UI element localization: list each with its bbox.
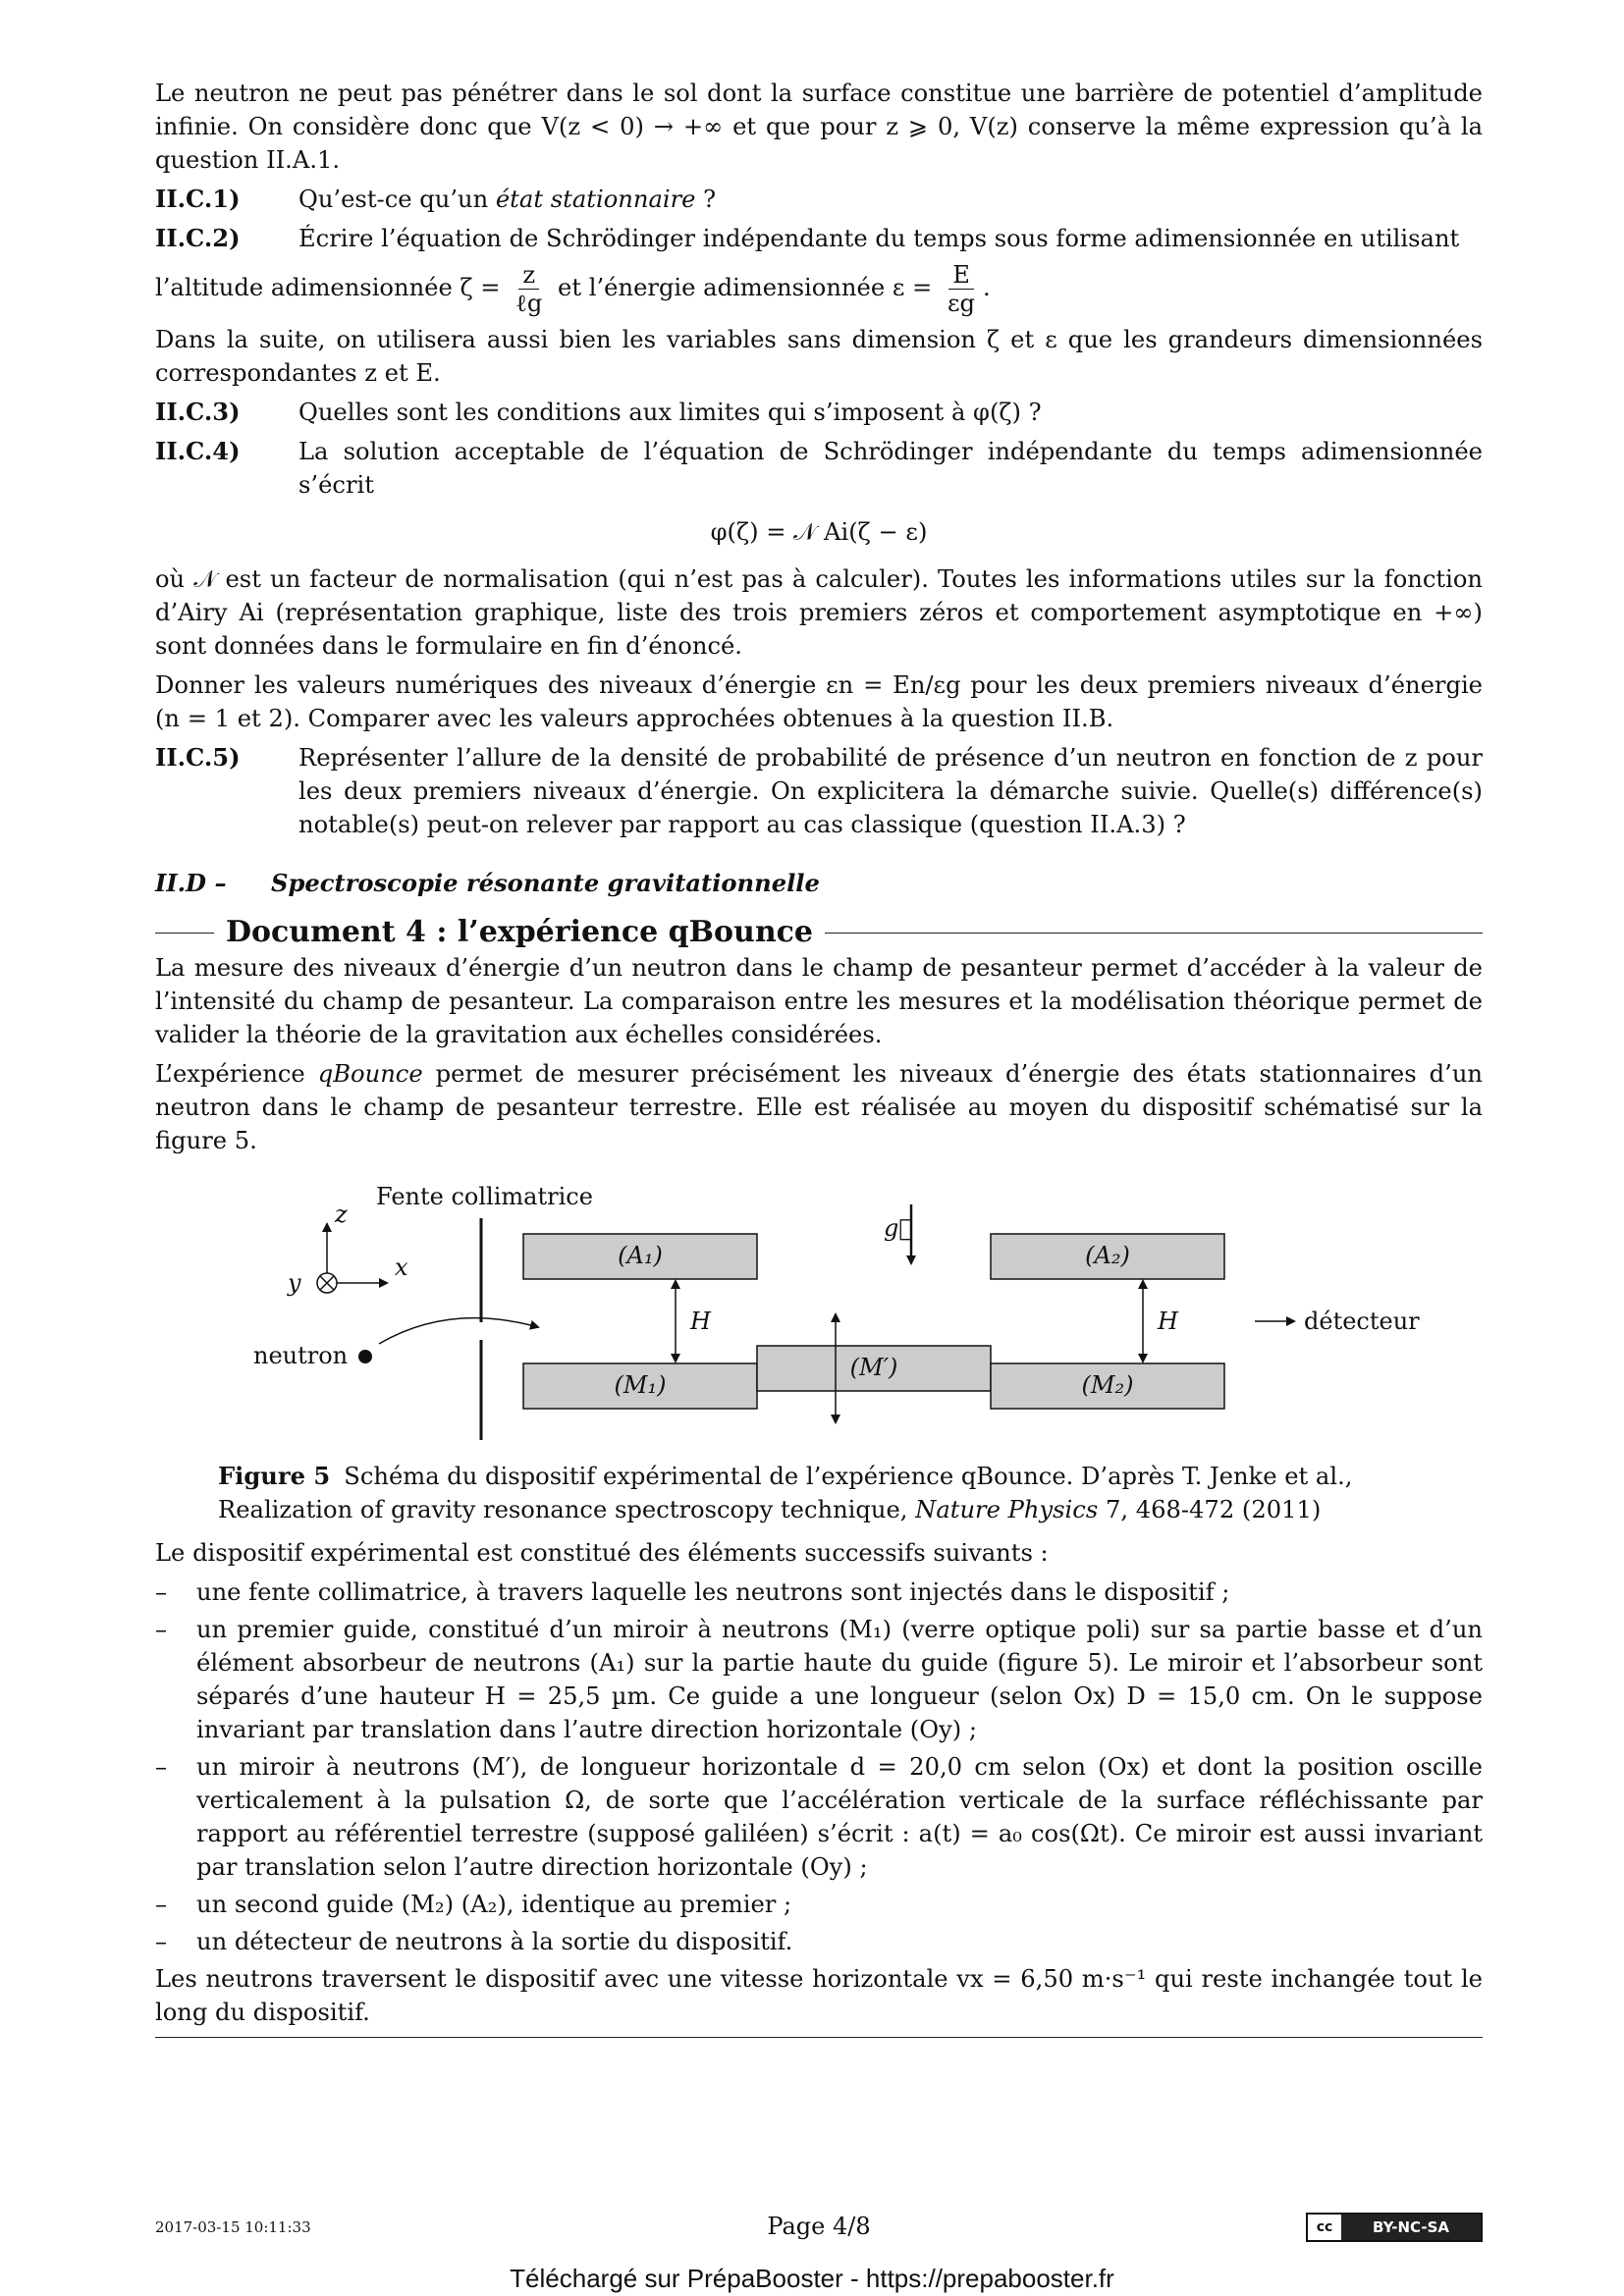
gravity-label: g⃗: [884, 1214, 913, 1242]
intro-paragraph: Le neutron ne peut pas pénétrer dans le sol dont la surface constitue une barrière de potentiel d’amplitude infinie. On considère donc que V(z < 0) → +∞ et que pour z ⩾ 0, V(z) conserve la même expression qu’à la question II.A.1.: [155, 80, 1483, 174]
velocity-paragraph: Les neutrons traversent le dispositif avec une vitesse horizontale vx = 6,50 m·s⁻¹ qui reste inchangée tout le long du dispositif.: [155, 1965, 1483, 2026]
fraction-epsilon: [944, 261, 979, 317]
x-axis-label: x: [395, 1254, 408, 1281]
h2-label: H: [1158, 1308, 1178, 1335]
question-text: La solution acceptable de l’équation de Schrödinger indépendante du temps adimensionnée s’écrit: [298, 438, 1483, 499]
fraction-denominator: εg: [947, 290, 976, 317]
section-number: II.D –: [155, 869, 227, 897]
text: L’expérience: [155, 1060, 318, 1088]
emphasis: qBounce: [317, 1060, 423, 1088]
question-text: Écrire l’équation de Schrödinger indépendante du temps sous forme adimensionnée en utilisant: [298, 225, 1460, 252]
question-number: II.C.5): [155, 743, 241, 772]
neutron-trajectory: [379, 1318, 538, 1344]
list-item-text: un détecteur de neutrons à la sortie du dispositif.: [196, 1928, 793, 1955]
question-number: II.C.1): [155, 185, 241, 213]
cc-icon: cc: [1316, 2219, 1333, 2235]
question-ii-c-3: [155, 396, 1483, 429]
license-badge[interactable]: [1306, 2213, 1483, 2242]
neutron-label: neutron: [253, 1342, 349, 1369]
y-axis-label: y: [288, 1269, 301, 1297]
figure-5: [155, 1175, 1483, 1460]
text: permet de mesurer précisément les niveaux d’énergie des états stationnaires d’un neutron dans le champ de pesanteur terrestre. Elle est réalisée au moyen du dispositif schématisé sur la figure 5.: [155, 1060, 1483, 1154]
fraction-denominator: ℓg: [515, 290, 543, 317]
question-ii-c-2-line2: [155, 261, 1483, 317]
fraction-numerator: E: [948, 261, 974, 290]
dash-bullet: –: [155, 1753, 168, 1781]
caption-journal: Nature Physics: [915, 1496, 1099, 1523]
question-text: Quelles sont les conditions aux limites qui s’imposent à φ(ζ) ?: [298, 399, 1042, 426]
rule-left: [155, 933, 214, 934]
question-number: II.C.3): [155, 398, 241, 426]
caption-ref: 7, 468-472 (2011): [1098, 1496, 1322, 1523]
section-heading: [155, 867, 1483, 900]
list-item: [155, 1750, 1483, 1884]
h1-label: H: [690, 1308, 711, 1335]
list-item-text: un premier guide, constitué d’un miroir à neutrons (M₁) (verre optique poli) sur sa partie basse et d’un élément absorbeur de neutrons (A₁) sur la partie haute du guide (figure 5). Le miroir et l’absorbeur sont séparés d’une hauteur H = 25,5 µm. Ce guide a une longueur (selon Ox) D = 15,0 cm. On le suppose invariant par translation dans l’autre direction horizontale (Oy) ;: [196, 1616, 1483, 1743]
document-header: [155, 916, 1483, 949]
license-text: BY-NC-SA: [1341, 2215, 1481, 2240]
question-number: II.C.4): [155, 437, 241, 465]
airy-paragraph: où 𝒩 est un facteur de normalisation (qui n’est pas à calculer). Toutes les informations utiles sur la fonction d’Airy Ai (représentation graphique, liste des trois premiers zéros et comportement asymptotique en +∞) sont données dans le formulaire en fin d’énoncé.: [155, 565, 1483, 660]
dash-bullet: –: [155, 1578, 168, 1606]
list-item-text: un miroir à neutrons (M′), de longueur horizontale d = 20,0 cm selon (Ox) et dont la position oscille verticalement à la pulsation Ω, de sorte que l’accélération verticale de la surface réfléchissante par rapport au référentiel terrestre (supposé galiléen) s’écrit : a(t) = a₀ cos(Ωt). Ce miroir est aussi invariant par translation selon l’autre direction horizontale (Oy) ;: [196, 1753, 1483, 1881]
figure-caption: [218, 1460, 1424, 1526]
question-ii-c-5: [155, 741, 1483, 841]
page-content: [155, 77, 1483, 2038]
equation-text: et l’énergie adimensionnée ε =: [558, 274, 933, 301]
caption-text: Schéma du dispositif expérimental de l’expérience qBounce. D’après T. Jenke et al., Realization of gravity resonance spectroscopy technique,: [218, 1463, 1353, 1523]
caption-label: Figure 5: [218, 1462, 331, 1490]
energy-values-paragraph: Donner les valeurs numériques des niveaux d’énergie εn = En/εg pour les deux premiers niveaux d’énergie (n = 1 et 2). Comparer avec les valeurs approchées obtenues à la question II.B.: [155, 671, 1483, 732]
equation-end: .: [983, 274, 991, 301]
slit-label: Fente collimatrice: [376, 1183, 593, 1210]
fraction-zeta: [512, 261, 546, 317]
equation-text: l’altitude adimensionnée ζ =: [155, 274, 501, 301]
list-item: [155, 1888, 1483, 1921]
page-footer: [155, 2213, 1483, 2246]
detector-label: détecteur: [1304, 1308, 1420, 1335]
airy-equation: φ(ζ) = 𝒩 Ai(ζ − ε): [710, 518, 928, 546]
list-item-text: un second guide (M₂) (A₂), identique au premier ;: [196, 1891, 792, 1918]
dash-bullet: –: [155, 1928, 168, 1955]
timestamp: 2017-03-15 10:11:33: [155, 2218, 311, 2236]
question-ii-c-2: [155, 222, 1483, 255]
a2-label: (A₂): [1085, 1242, 1130, 1269]
section-title: Spectroscopie résonante gravitationnelle: [271, 869, 820, 897]
document-paragraph-1: La mesure des niveaux d’énergie d’un neutron dans le champ de pesanteur permet d’accéder à la valeur de l’intensité du champ de pesanteur. La comparaison entre les mesures et la modélisation théorique permet de valider la théorie de la gravitation aux échelles considérées.: [155, 954, 1483, 1048]
page-number: Page 4/8: [767, 2213, 871, 2240]
question-emphasis: état stationnaire: [495, 186, 696, 213]
question-ii-c-1: [155, 183, 1483, 216]
a1-label: (A₁): [618, 1242, 663, 1269]
m2-label: (M₂): [1081, 1371, 1134, 1399]
question-number: II.C.2): [155, 224, 241, 252]
list-item: [155, 1613, 1483, 1746]
suite-paragraph: Dans la suite, on utilisera aussi bien les variables sans dimension ζ et ε que les grandeurs dimensionnées correspondantes z et E.: [155, 326, 1483, 387]
dash-bullet: –: [155, 1616, 168, 1643]
neutron-dot: [358, 1350, 372, 1363]
download-notice[interactable]: Téléchargé sur PrépaBooster - https://prepabooster.fr: [510, 2264, 1114, 2293]
m-prime-label: (M′): [849, 1354, 898, 1381]
list-intro: Le dispositif expérimental est constitué des éléments successifs suivants :: [155, 1539, 1049, 1567]
experiment-diagram: [155, 1175, 1483, 1460]
list-item: [155, 1575, 1483, 1609]
document-end-rule: [155, 2037, 1483, 2038]
question-text: Représenter l’allure de la densité de probabilité de présence d’un neutron en fonction de z pour les deux premiers niveaux d’énergie. On explicitera la démarche suivie. Quelle(s) différence(s) notable(s) peut-on relever par rapport au cas classique (question II.A.3) ?: [298, 744, 1483, 838]
z-axis-label: z: [335, 1201, 348, 1228]
document-paragraph-2: [155, 1057, 1483, 1157]
equipment-list: [155, 1575, 1483, 1958]
question-ii-c-4: [155, 435, 1483, 502]
document-title: Document 4 : l’expérience qBounce: [226, 915, 813, 949]
m1-label: (M₁): [614, 1371, 667, 1399]
question-text: Qu’est-ce qu’un: [298, 186, 496, 213]
rule-right: [825, 933, 1483, 934]
question-text-end: ?: [695, 186, 717, 213]
list-item: [155, 1925, 1483, 1958]
fraction-numerator: z: [518, 261, 539, 290]
list-item-text: une fente collimatrice, à travers laquelle les neutrons sont injectés dans le dispositif ;: [196, 1578, 1230, 1606]
dash-bullet: –: [155, 1891, 168, 1918]
